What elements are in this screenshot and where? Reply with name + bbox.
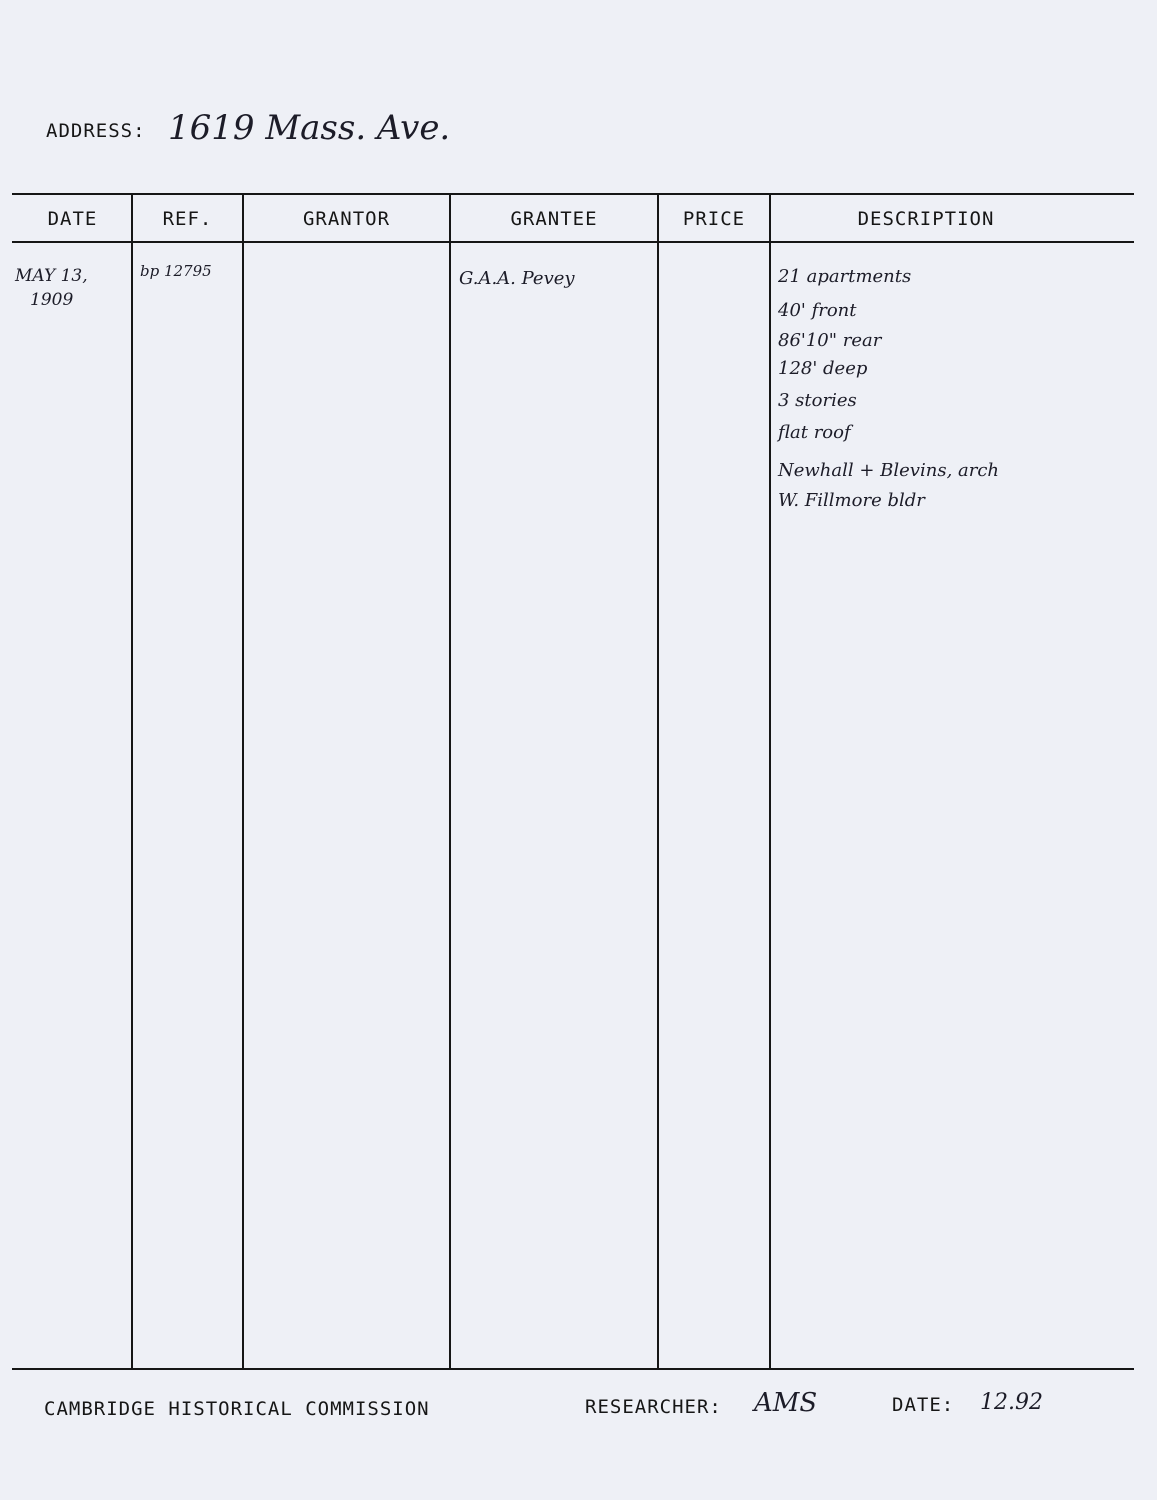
researcher-label: RESEARCHER: <box>585 1396 722 1418</box>
date-value: 12.92 <box>980 1390 1043 1415</box>
header-price: PRICE <box>682 208 746 230</box>
column-divider <box>449 193 451 1370</box>
table-top-border <box>12 193 1134 195</box>
header-date: DATE <box>47 208 98 230</box>
header-grantor: GRANTOR <box>302 208 391 230</box>
description-line: 128' deep <box>778 358 868 379</box>
description-line: 40' front <box>778 300 857 321</box>
description-line: W. Fillmore bldr <box>778 490 925 511</box>
column-divider <box>657 193 659 1370</box>
row-grantee: G.A.A. Pevey <box>459 268 575 289</box>
address-label: ADDRESS: <box>46 120 146 142</box>
header-grantee: GRANTEE <box>510 208 598 230</box>
description-line: 86'10" rear <box>778 330 882 351</box>
date-label: DATE: <box>892 1394 955 1416</box>
table-bottom-border <box>12 1368 1134 1370</box>
header-description: DESCRIPTION <box>857 208 995 230</box>
row-date-line2: 1909 <box>30 290 74 310</box>
row-date-line1: MAY 13, <box>15 266 88 286</box>
footer-organization: CAMBRIDGE HISTORICAL COMMISSION <box>44 1398 430 1420</box>
column-divider <box>769 193 771 1370</box>
header-ref: REF. <box>162 208 213 230</box>
researcher-value: AMS <box>754 1388 818 1418</box>
description-line: flat roof <box>778 422 851 443</box>
row-ref: bp 12795 <box>140 262 212 280</box>
column-divider <box>131 193 133 1370</box>
column-divider <box>242 193 244 1370</box>
description-line: 21 apartments <box>778 266 912 287</box>
description-line: Newhall + Blevins, arch <box>778 460 1000 481</box>
description-line: 3 stories <box>778 390 857 411</box>
header-bottom-border <box>12 241 1134 243</box>
address-value: 1619 Mass. Ave. <box>168 108 451 148</box>
